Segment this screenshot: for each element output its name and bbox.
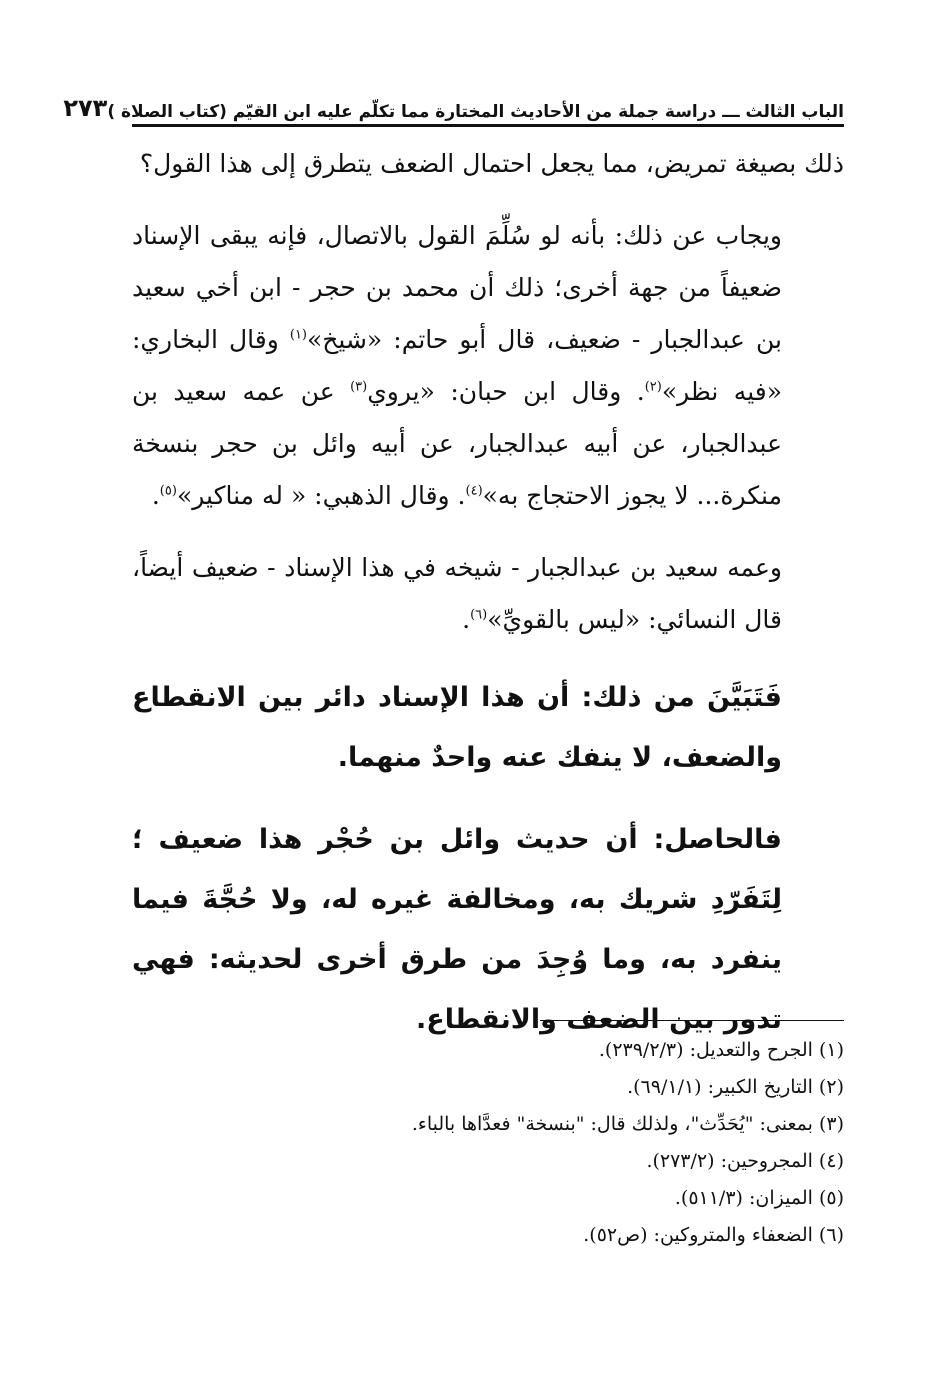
paragraph-2-part-f: .: [151, 481, 160, 510]
footnote-ref-3: (٣): [350, 379, 368, 395]
footnotes: [244, 1032, 844, 1254]
page-number: ٢٧٣: [63, 94, 108, 122]
paragraph-2: [132, 210, 844, 522]
footnote-ref-2: (٢): [644, 379, 662, 395]
footnote-ref-6: (٦): [470, 607, 488, 623]
header-rule: [132, 124, 844, 127]
paragraph-2-part-e: . وقال الذهبي: « له مناكير»: [176, 481, 466, 510]
paragraph-3-part-b: .: [462, 605, 471, 634]
paragraph-5-summary: فالحاصل: أن حديث وائل بن حُجْر هذا ضعيف ؛ لِتَفَرّدِ شريك به، ومخالفة غيره له، ولا حُجَّةَ فيما ينفرد به، وما وُجِدَ من طرق أخرى لحديثه: فهي تدور بين الضعف والانقطاع.: [132, 824, 782, 1035]
header-title: الباب الثالث ـــ دراسة جملة من الأحاديث المختارة مما تكلّم عليه ابن القيّم (كتاب الصلاة ): [107, 102, 844, 122]
footnote-6: (٦) الضعفاء والمتروكين: (ص٥٢).: [583, 1224, 844, 1246]
paragraph-2-part-b: وقال البخاري: «فيه نظر»: [132, 325, 782, 406]
footnote-3: (٣) بمعنى: "يُحَدِّث"، ولذلك قال: "بنسخة" فعدَّاها بالباء.: [411, 1113, 844, 1135]
footnote-5: (٥) الميزان: (٥١١/٣).: [674, 1187, 844, 1209]
paragraph-2-part-a: ويجاب عن ذلك: بأنه لو سُلِّمَ القول بالاتصال، فإنه يبقى الإسناد ضعيفاً من جهة أخرى؛ ذلك أن محمد بن حجر - ابن أخي سعيد بن عبدالجبار - ضعيف، قال أبو حاتم: «شيخ»: [132, 221, 783, 354]
paragraph-4-conclusion: فَتَبَيَّنَ من ذلك: أن هذا الإسناد دائر بين الانقطاع والضعف، لا ينفك عنه واحدٌ منهما.: [132, 682, 782, 773]
footnote-ref-5: (٥): [159, 483, 177, 499]
footnote-separator: [540, 1020, 844, 1021]
footnote-ref-4: (٤): [465, 483, 483, 499]
paragraph-3-part-a: وعمه سعيد بن عبدالجبار - شيخه في هذا الإسناد - ضعيف أيضاً، قال النسائي: «ليس بالقويِّ»: [132, 553, 782, 634]
paragraph-2-part-c: . وقال ابن حبان: «يروي: [367, 377, 645, 406]
paragraph-2-part-d: عن عمه سعيد بن عبدالجبار، عن أبيه عبدالجبار، عن أبيه وائل بن حجر بنسخة منكرة... لا يجوز الاحتجاج به»: [132, 377, 782, 510]
main-text: [132, 138, 844, 1050]
paragraph-1: ذلك بصيغة تمريض، مما يجعل احتمال الضعف يتطرق إلى هذا القول؟: [139, 149, 844, 178]
running-header: [63, 88, 844, 122]
footnote-2: (٢) التاريخ الكبير: (٦٩/١/١).: [627, 1076, 844, 1098]
paragraph-3: [132, 542, 844, 646]
footnote-ref-1: (١): [289, 327, 307, 343]
footnote-4: (٤) المجروحين: (٢٧٣/٢).: [646, 1150, 844, 1172]
footnote-1: (١) الجرح والتعديل: (٢٣٩/٢/٣).: [598, 1039, 844, 1061]
